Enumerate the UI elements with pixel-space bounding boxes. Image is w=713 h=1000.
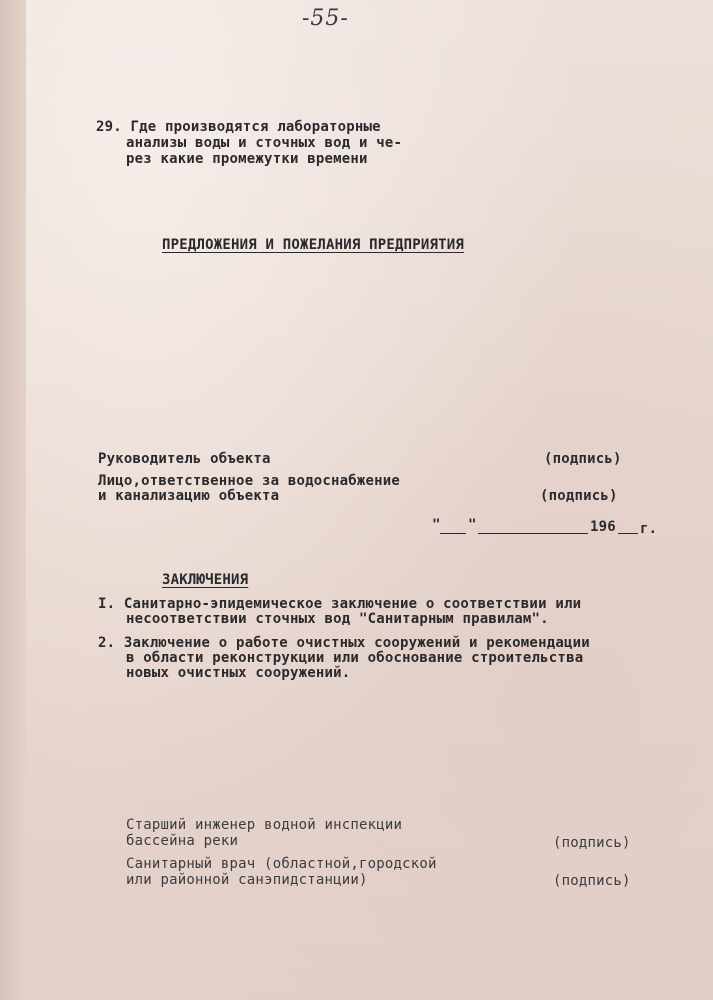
question-line-3: рез какие промежутки времени bbox=[126, 151, 368, 167]
engineer-label-line-2: бассейна реки bbox=[126, 833, 239, 849]
date-year-suffix: г. bbox=[640, 521, 658, 537]
date-quote-close: " bbox=[468, 517, 477, 533]
engineer-signature-caption: (подпись) bbox=[553, 835, 631, 851]
responsible-label-line-1: Лицо,ответственное за водоснабжение bbox=[98, 473, 401, 489]
page-binding-edge bbox=[0, 0, 26, 1000]
conclusions-title: ЗАКЛЮЧЕНИЯ bbox=[162, 572, 249, 588]
head-of-object-label: Руководитель объекта bbox=[98, 451, 271, 467]
responsible-signature-caption: (подпись) bbox=[540, 488, 618, 504]
question-line-2: анализы воды и сточных вод и че- bbox=[126, 135, 403, 151]
conclusion-1-line-2: несоответствии сточных вод "Санитарным правилам". bbox=[126, 611, 549, 627]
question-line-1: 29. Где производятся лабораторные bbox=[96, 119, 381, 135]
engineer-label-line-1: Старший инженер водной инспекции bbox=[126, 817, 403, 833]
conclusion-2-line-2: в области реконструкции или обоснование строительства bbox=[126, 650, 584, 666]
date-day-blank bbox=[440, 533, 466, 534]
conclusion-2-line-1: 2. Заключение о работе очистных сооружений и рекомендации bbox=[98, 635, 590, 651]
doctor-signature-caption: (подпись) bbox=[553, 873, 631, 889]
doctor-label-line-2: или районной санэпидстанции) bbox=[126, 872, 368, 888]
head-signature-caption: (подпись) bbox=[544, 451, 622, 467]
page-number: -55- bbox=[302, 6, 349, 31]
conclusion-1-line-1: I. Санитарно-эпидемическое заключение о соответствии или bbox=[98, 596, 582, 612]
section-title: ПРЕДЛОЖЕНИЯ И ПОЖЕЛАНИЯ ПРЕДПРИЯТИЯ bbox=[162, 237, 465, 253]
conclusion-2-line-3: новых очистных сооружений. bbox=[126, 665, 351, 681]
responsible-label-line-2: и канализацию объекта bbox=[98, 488, 280, 504]
date-quote-open: " bbox=[432, 517, 441, 533]
doctor-label-line-1: Санитарный врач (областной,городской bbox=[126, 856, 437, 872]
date-year-prefix: 196 bbox=[590, 519, 616, 535]
date-month-blank bbox=[478, 533, 588, 534]
date-year-blank bbox=[618, 533, 638, 534]
